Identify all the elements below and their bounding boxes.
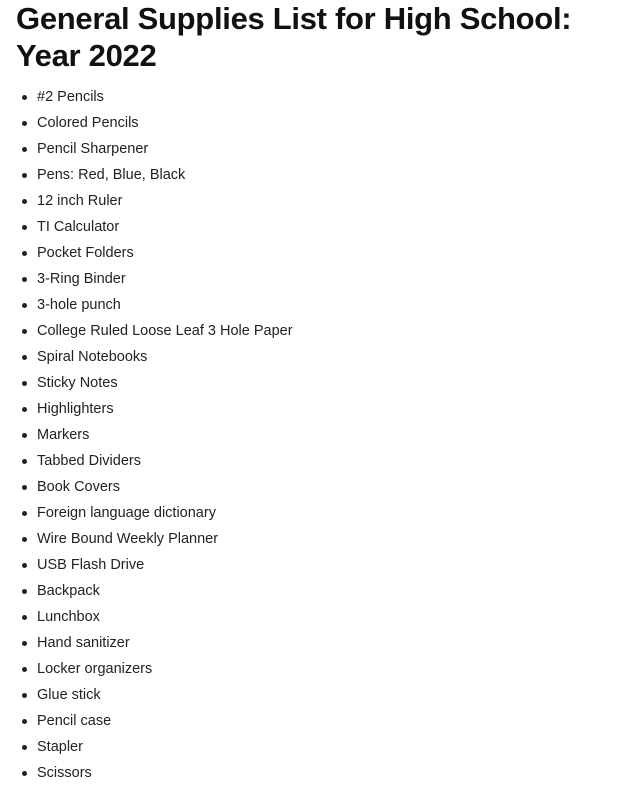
list-item-label: Stapler bbox=[37, 739, 83, 755]
list-item-label: 3-hole punch bbox=[37, 297, 121, 313]
bullet-icon bbox=[22, 563, 27, 568]
bullet-icon bbox=[22, 589, 27, 594]
bullet-icon bbox=[22, 303, 27, 308]
list-item bbox=[37, 110, 610, 136]
list-item-label: Lunchbox bbox=[37, 609, 100, 625]
list-item-label: Scissors bbox=[37, 765, 92, 781]
list-item bbox=[37, 552, 610, 578]
list-item bbox=[37, 240, 610, 266]
list-item bbox=[37, 422, 610, 448]
page-title: General Supplies List for High School: Year 2022 bbox=[16, 1, 572, 73]
list-item bbox=[37, 188, 610, 214]
list-item bbox=[37, 318, 610, 344]
bullet-icon bbox=[22, 433, 27, 438]
list-item-label: Tabbed Dividers bbox=[37, 453, 141, 469]
bullet-icon bbox=[22, 407, 27, 412]
bullet-icon bbox=[22, 329, 27, 334]
list-item-label: #2 Pencils bbox=[37, 89, 104, 105]
bullet-icon bbox=[22, 693, 27, 698]
bullet-icon bbox=[22, 667, 27, 672]
bullet-icon bbox=[22, 641, 27, 646]
bullet-icon bbox=[22, 537, 27, 542]
list-item-label: Pens: Red, Blue, Black bbox=[37, 167, 186, 183]
list-item-label: Backpack bbox=[37, 583, 100, 599]
bullet-icon bbox=[22, 485, 27, 490]
list-item-label: Spiral Notebooks bbox=[37, 349, 148, 365]
list-item-label: Locker organizers bbox=[37, 661, 153, 677]
list-item-label: College Ruled Loose Leaf 3 Hole Paper bbox=[37, 323, 293, 339]
list-item bbox=[37, 682, 610, 708]
bullet-icon bbox=[22, 225, 27, 230]
bullet-icon bbox=[22, 459, 27, 464]
list-item bbox=[37, 136, 610, 162]
list-item-label: Book Covers bbox=[37, 479, 121, 495]
list-item-label: Pencil Sharpener bbox=[37, 141, 149, 157]
bullet-icon bbox=[22, 745, 27, 750]
bullet-icon bbox=[22, 251, 27, 256]
list-item bbox=[37, 474, 610, 500]
list-item bbox=[37, 630, 610, 656]
list-item-label: Foreign language dictionary bbox=[37, 505, 216, 521]
bullet-icon bbox=[22, 95, 27, 100]
bullet-icon bbox=[22, 719, 27, 724]
list-item bbox=[37, 162, 610, 188]
list-item-label: TI Calculator bbox=[37, 219, 120, 235]
list-item bbox=[37, 578, 610, 604]
list-item bbox=[37, 526, 610, 552]
list-item bbox=[37, 292, 610, 318]
list-item bbox=[37, 214, 610, 240]
bullet-icon bbox=[22, 771, 27, 776]
list-item bbox=[37, 500, 610, 526]
bullet-icon bbox=[22, 121, 27, 126]
list-item bbox=[37, 708, 610, 734]
bullet-icon bbox=[22, 355, 27, 360]
list-item bbox=[37, 344, 610, 370]
list-item bbox=[37, 266, 610, 292]
list-item-label: Sticky Notes bbox=[37, 375, 118, 391]
list-item bbox=[37, 656, 610, 682]
list-item-label: Glue stick bbox=[37, 687, 101, 703]
supplies-list bbox=[16, 84, 610, 786]
list-item-label: Hand sanitizer bbox=[37, 635, 130, 651]
list-item-label: Pencil case bbox=[37, 713, 112, 729]
list-item-label: Highlighters bbox=[37, 401, 114, 417]
bullet-icon bbox=[22, 277, 27, 282]
list-item-label: Pocket Folders bbox=[37, 245, 134, 261]
list-item-label: Wire Bound Weekly Planner bbox=[37, 531, 219, 547]
bullet-icon bbox=[22, 147, 27, 152]
list-item bbox=[37, 448, 610, 474]
list-item bbox=[37, 396, 610, 422]
list-item-label: 12 inch Ruler bbox=[37, 193, 123, 209]
list-item-label: USB Flash Drive bbox=[37, 557, 145, 573]
list-item bbox=[37, 604, 610, 630]
bullet-icon bbox=[22, 381, 27, 386]
list-item-label: 3-Ring Binder bbox=[37, 271, 126, 287]
list-item bbox=[37, 760, 610, 786]
list-item bbox=[37, 84, 610, 110]
bullet-icon bbox=[22, 511, 27, 516]
list-item bbox=[37, 734, 610, 760]
bullet-icon bbox=[22, 173, 27, 178]
list-item-label: Colored Pencils bbox=[37, 115, 139, 131]
bullet-icon bbox=[22, 615, 27, 620]
list-item bbox=[37, 370, 610, 396]
bullet-icon bbox=[22, 199, 27, 204]
list-item-label: Markers bbox=[37, 427, 90, 443]
